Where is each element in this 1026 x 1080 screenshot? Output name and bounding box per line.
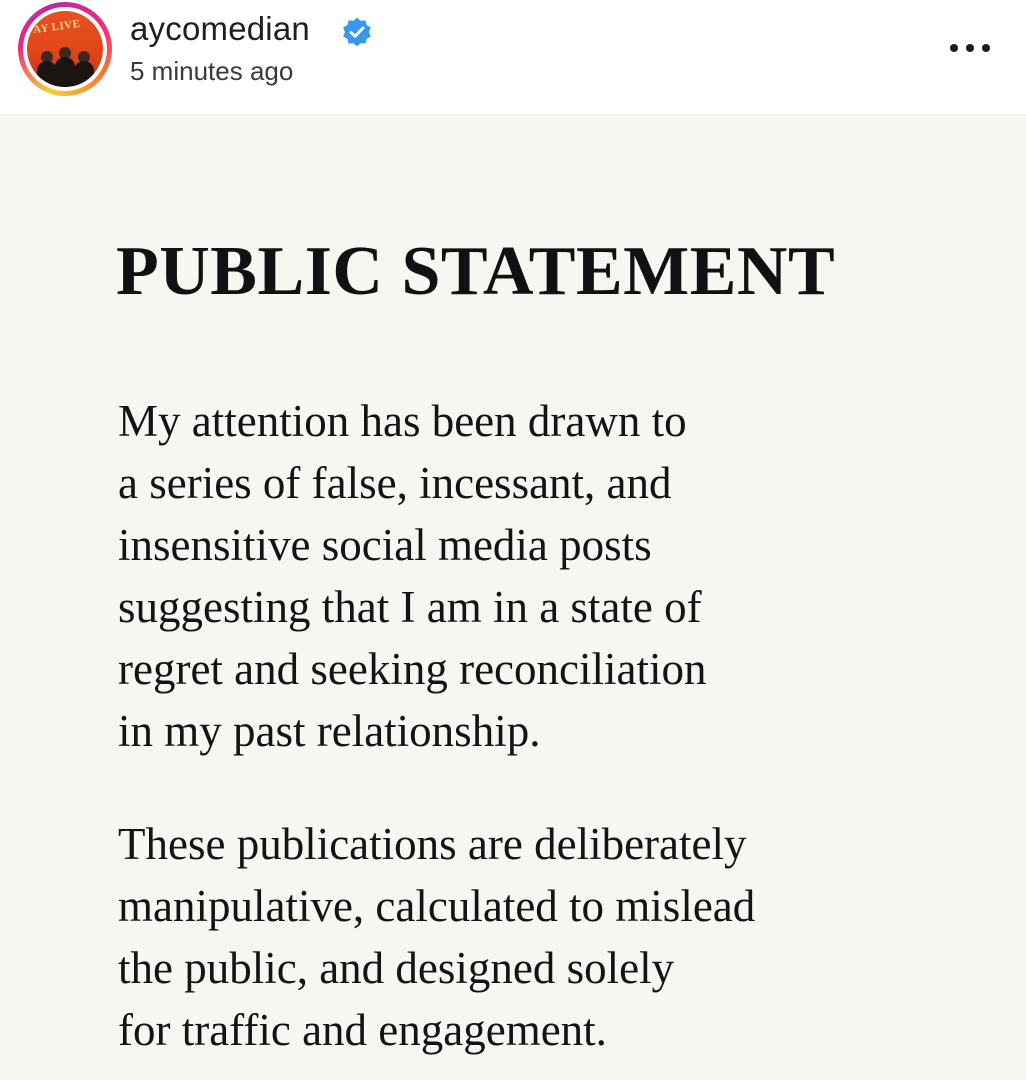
paragraph-line: in my past relationship. [118,706,541,756]
paragraph-line: the public, and designed solely [118,943,675,993]
avatar-figure [55,57,75,87]
avatar-text: AY LIVE [32,17,82,37]
statement-title: PUBLIC STATEMENT [116,233,836,310]
avatar-border [23,7,107,91]
post-timestamp: 5 minutes ago [130,56,294,86]
avatar-figure [74,61,94,87]
paragraph-line: These publications are deliberately [118,819,747,869]
verified-badge-icon [341,16,373,48]
avatar-image [27,11,103,87]
paragraph-line: manipulative, calculated to mislead [118,881,756,931]
story-avatar[interactable] [18,2,112,96]
paragraph-line: insensitive social media posts [118,520,652,570]
paragraph-line: for traffic and engagement. [118,1005,607,1055]
paragraph-line: regret and seeking reconciliation [118,644,707,694]
paragraph-line: suggesting that I am in a state of [118,582,702,632]
more-options-icon[interactable] [940,30,1000,66]
statement-paragraph-1 [118,390,707,762]
post-header [0,0,1026,115]
statement-paragraph-2 [118,813,755,1061]
username-link[interactable]: aycomedian [130,10,310,47]
paragraph-line: My attention has been drawn to [118,396,687,446]
paragraph-line: a series of false, incessant, and [118,458,672,508]
post-image[interactable] [0,115,1026,1080]
avatar-figure [37,61,57,87]
